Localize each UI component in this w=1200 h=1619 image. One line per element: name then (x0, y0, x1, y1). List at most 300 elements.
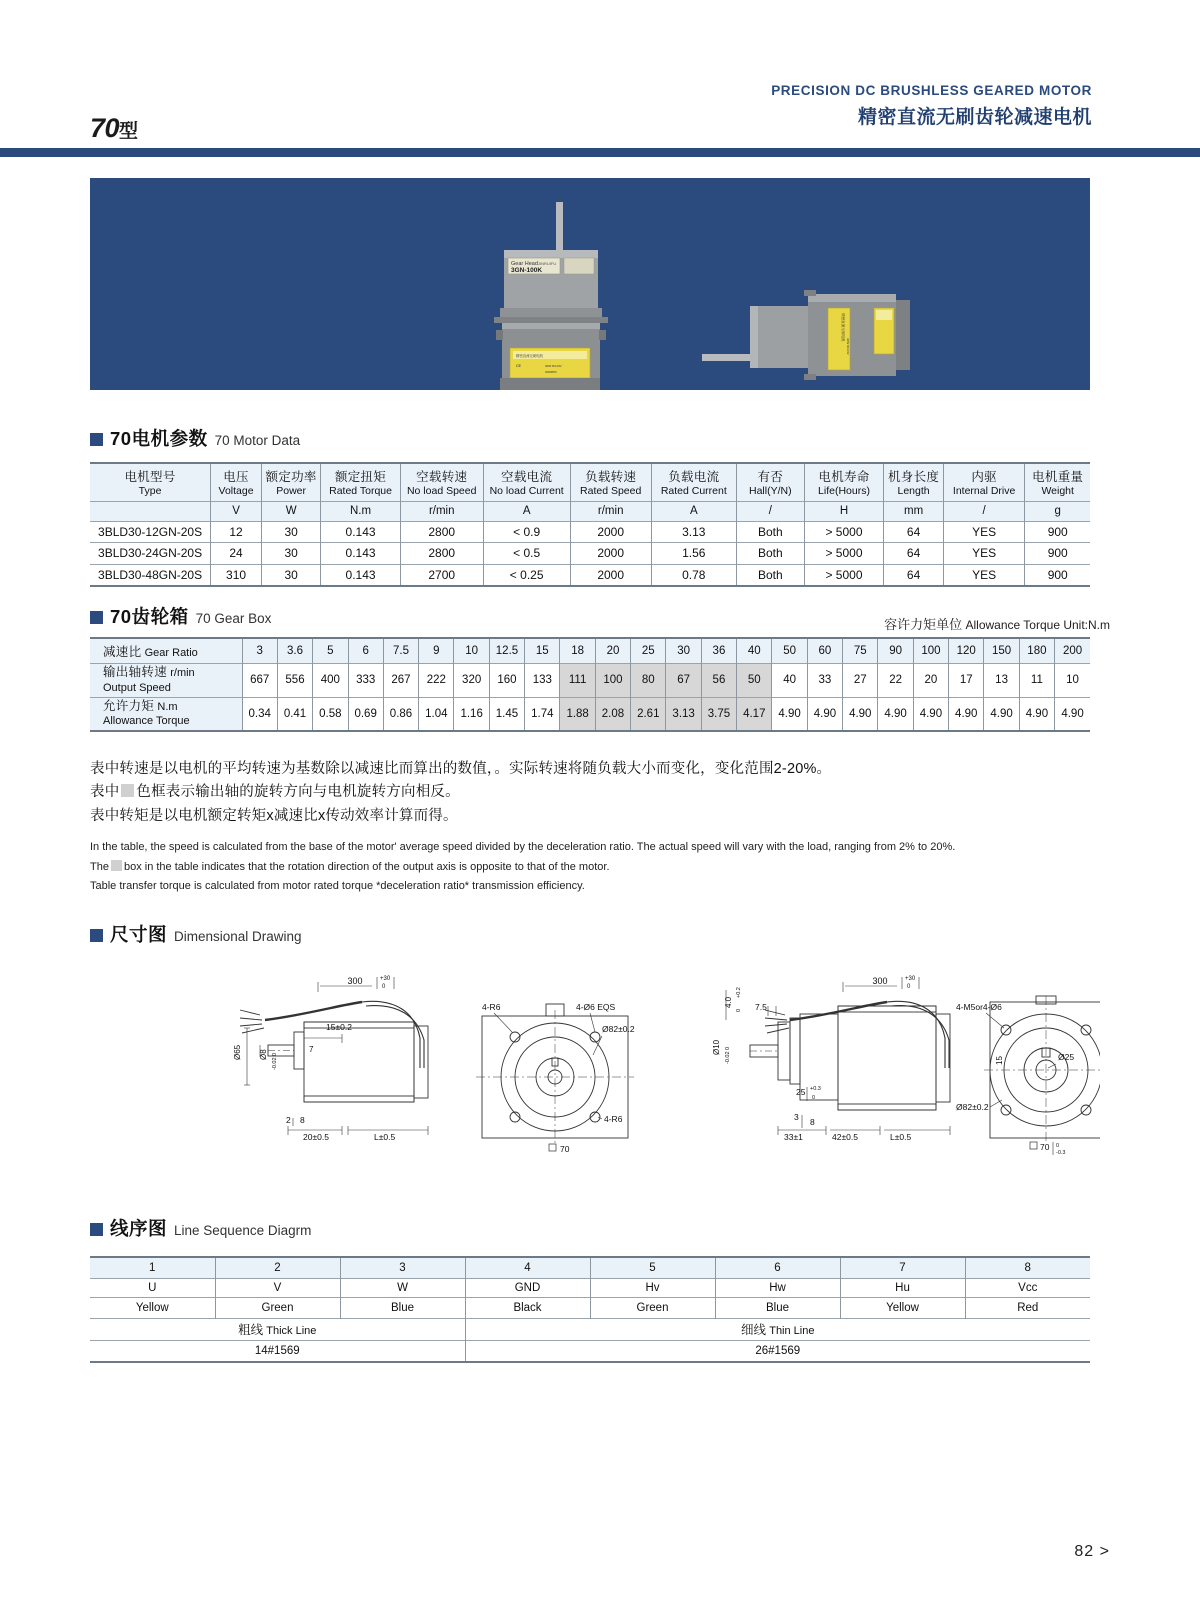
table-row (90, 521, 1090, 543)
motor-cell-r0-c7: 3.13 (651, 521, 736, 543)
gear-ratio-cell-21: 150 (984, 638, 1019, 663)
output-speed-cell-21: 13 (984, 663, 1019, 697)
line-signal-4: Hv (590, 1278, 715, 1297)
note-cn-2-suffix: 色框表示输出轴的旋转方向与电机旋转方向相反。 (136, 784, 460, 801)
motor-col-header-2 (261, 463, 320, 501)
allowance-torque-unit-note (884, 614, 1110, 633)
page-number: 82 > (1074, 1543, 1110, 1560)
motor-col-header-10 (884, 463, 944, 501)
motor-cell-r1-c7: 1.56 (651, 543, 736, 565)
output-speed-cell-13: 56 (701, 663, 736, 697)
motor-cell-r2-c7: 0.78 (651, 564, 736, 586)
allowance-torque-cell-18: 4.90 (878, 697, 913, 731)
thin-gauge: 26#1569 (465, 1340, 1090, 1362)
line-color-6: Yellow (840, 1297, 965, 1318)
allowance-torque-cell-13: 3.75 (701, 697, 736, 731)
section-title-cn: 70齿轮箱 (110, 606, 189, 627)
motor-col-header-12 (1025, 463, 1090, 501)
motor-cell-r0-c3: 0.143 (321, 521, 400, 543)
svg-text:4-M5or4-Ø6: 4-M5or4-Ø6 (956, 1002, 1002, 1012)
note-cn-2-prefix: 表中 (90, 784, 120, 801)
line-number-4: 5 (590, 1257, 715, 1278)
svg-text:Gear Head: Gear Head (511, 261, 538, 267)
allowance-torque-cell-6: 1.16 (454, 697, 489, 731)
col-header-en: Rated Current (660, 485, 727, 498)
svg-text:精密直流无刷电机: 精密直流无刷电机 (841, 313, 845, 342)
line-color-0: Yellow (90, 1297, 215, 1318)
motor-unit-4: r/min (400, 501, 483, 521)
table-row (90, 1257, 1090, 1278)
motor-col-header-3 (321, 463, 400, 501)
allowance-torque-cell-16: 4.90 (807, 697, 842, 731)
output-speed-cell-12: 67 (666, 663, 701, 697)
note-en-2-prefix: The (90, 860, 109, 873)
gray-swatch-icon (121, 784, 134, 797)
line-signal-7: Vcc (965, 1278, 1090, 1297)
svg-text:+30: +30 (380, 976, 391, 982)
section-marker-icon (90, 433, 103, 446)
col-header-cn: 机身长度 (887, 470, 940, 485)
motor-data-table (90, 462, 1090, 587)
motor-unit-11: / (943, 501, 1025, 521)
motor-cell-r1-c10: 64 (884, 543, 944, 565)
output-speed-label-en: Output Speed (103, 681, 171, 694)
output-speed-label-cn: 输出轴转速 (103, 664, 168, 679)
allowance-torque-cell-15: 4.90 (772, 697, 807, 731)
thick-line-cn: 粗线 (238, 1323, 264, 1337)
motor-cell-r2-c5: < 0.25 (483, 564, 570, 586)
gray-swatch-icon (111, 860, 122, 871)
motor-col-header-5 (483, 463, 570, 501)
output-speed-cell-0: 667 (242, 663, 277, 697)
thin-line-en: Thin Line (769, 1325, 815, 1337)
product-photo-band (90, 178, 1090, 390)
gear-ratio-label (90, 638, 242, 663)
table-row (90, 564, 1090, 586)
motor-cell-r1-c0: 3BLD30-24GN-20S (90, 543, 211, 565)
motor-cell-r1-c9: > 5000 (804, 543, 884, 565)
output-speed-unit: r/min (170, 666, 195, 679)
svg-text:L±0.5: L±0.5 (890, 1132, 912, 1142)
allowance-torque-cell-22: 4.90 (1019, 697, 1054, 731)
motor-cell-r2-c8: Both (736, 564, 804, 586)
line-number-7: 8 (965, 1257, 1090, 1278)
gear-ratio-cell-15: 50 (772, 638, 807, 663)
line-color-1: Green (215, 1297, 340, 1318)
col-header-en: Length (897, 485, 930, 498)
svg-text:15±0.2: 15±0.2 (326, 1022, 352, 1032)
gear-ratio-cell-4: 7.5 (383, 638, 418, 663)
gear-ratio-cell-13: 36 (701, 638, 736, 663)
svg-text:Ø25: Ø25 (1058, 1052, 1075, 1062)
header-chinese-title: 精密直流无刷齿轮减速电机 (857, 107, 1092, 129)
svg-text:L±0.5: L±0.5 (374, 1132, 396, 1142)
motor-cell-r1-c3: 0.143 (321, 543, 400, 565)
svg-text:0: 0 (272, 1052, 278, 1056)
allowance-torque-cell-2: 0.58 (313, 697, 348, 731)
torque-unit-cn: 容许力矩单位 (884, 617, 963, 632)
line-number-5: 6 (715, 1257, 840, 1278)
svg-text:+0.2: +0.2 (736, 987, 742, 998)
motor-col-header-4 (400, 463, 483, 501)
motor-unit-5: A (483, 501, 570, 521)
allowance-torque-cell-8: 1.74 (525, 697, 560, 731)
motor-col-header-9 (804, 463, 884, 501)
gear-ratio-cell-18: 90 (878, 638, 913, 663)
allowance-torque-cell-0: 0.34 (242, 697, 277, 731)
output-speed-cell-3: 333 (348, 663, 383, 697)
svg-text:2: 2 (286, 1115, 291, 1125)
section-heading-dimensional (90, 921, 302, 947)
dimensional-drawing (90, 960, 1100, 1195)
model-suffix: 型 (119, 121, 138, 142)
col-header-en: Rated Speed (580, 485, 642, 498)
table-row (90, 697, 1090, 731)
table-row (90, 543, 1090, 565)
col-header-cn: 电机寿命 (818, 470, 870, 485)
svg-text:-0.02: -0.02 (725, 1051, 731, 1064)
gear-ratio-cell-6: 10 (454, 638, 489, 663)
allowance-torque-cell-1: 0.41 (277, 697, 312, 731)
svg-text:0: 0 (1056, 1143, 1060, 1149)
note-cn-1: 表中转速是以电机的平均转速为基数除以减速比而算出的数值，。实际转速将随负载大小而变化，变化范围2-20%。 (90, 761, 832, 777)
gear-ratio-label-en: Gear Ratio (144, 646, 198, 659)
col-header-cn: 负载转速 (585, 470, 637, 485)
line-signal-3: GND (465, 1278, 590, 1297)
gear-ratio-cell-20: 120 (949, 638, 984, 663)
output-speed-cell-18: 22 (878, 663, 913, 697)
motor-col-header-0 (90, 463, 211, 501)
svg-text:4-R6: 4-R6 (482, 1002, 501, 1012)
gear-ratio-cell-16: 60 (807, 638, 842, 663)
svg-text:+0.3: +0.3 (810, 1086, 821, 1092)
svg-text:3: 3 (794, 1112, 799, 1122)
thin-line-label (465, 1318, 1090, 1340)
motor-cell-r1-c2: 30 (261, 543, 320, 565)
motor-unit-6: r/min (570, 501, 651, 521)
gear-ratio-cell-9: 18 (560, 638, 595, 663)
svg-text:25: 25 (796, 1087, 806, 1097)
line-number-0: 1 (90, 1257, 215, 1278)
motor-cell-r1-c6: 2000 (570, 543, 651, 565)
col-header-cn: 空载电流 (501, 470, 553, 485)
col-header-cn: 电压 (223, 470, 249, 485)
svg-text:15: 15 (995, 1056, 1004, 1065)
line-color-7: Red (965, 1297, 1090, 1318)
output-speed-cell-5: 222 (419, 663, 454, 697)
table-row (90, 1318, 1090, 1340)
svg-text:33±1: 33±1 (784, 1132, 803, 1142)
col-header-en: Life(Hours) (818, 485, 870, 498)
gear-ratio-cell-0: 3 (242, 638, 277, 663)
line-color-2: Blue (340, 1297, 465, 1318)
gear-box-table (90, 637, 1090, 732)
svg-text:300: 300 (347, 976, 363, 986)
motor-cell-r0-c12: 900 (1025, 521, 1090, 543)
note-cn-3: 表中转矩是以电机额定转矩x减速比x传动效率计算而得。 (90, 807, 458, 824)
motor-photo-illustration (90, 178, 1090, 390)
col-header-cn: 电机重量 (1032, 470, 1084, 485)
motor-cell-r0-c4: 2800 (400, 521, 483, 543)
line-number-2: 3 (340, 1257, 465, 1278)
output-speed-cell-17: 27 (843, 663, 878, 697)
note-en-3: Table transfer torque is calculated from motor rated torque *deceleration ratio* transmission efficiency. (90, 879, 585, 892)
svg-text:4.0: 4.0 (724, 996, 733, 1008)
motor-cell-r0-c10: 64 (884, 521, 944, 543)
svg-text:7.5: 7.5 (755, 1002, 767, 1012)
motor-cell-r0-c1: 12 (211, 521, 262, 543)
col-header-en: Weight (1041, 485, 1074, 498)
gear-ratio-cell-5: 9 (419, 638, 454, 663)
allowance-torque-cell-3: 0.69 (348, 697, 383, 731)
torque-unit-en: Allowance Torque Unit:N.m (965, 618, 1110, 632)
line-signal-1: V (215, 1278, 340, 1297)
svg-text:8: 8 (300, 1115, 305, 1125)
col-header-en: Voltage (218, 485, 254, 498)
gear-ratio-cell-1: 3.6 (277, 638, 312, 663)
thin-line-cn: 细线 (741, 1323, 767, 1337)
thick-line-en: Thick Line (266, 1325, 317, 1337)
allowance-torque-cell-5: 1.04 (419, 697, 454, 731)
svg-text:3GN-100K: 3GN-100K (511, 267, 543, 274)
notes-en-block (90, 838, 1100, 896)
allowance-torque-cell-17: 4.90 (843, 697, 878, 731)
output-speed-cell-6: 320 (454, 663, 489, 697)
gear-ratio-cell-12: 30 (666, 638, 701, 663)
svg-text:70: 70 (1040, 1142, 1050, 1152)
motor-cell-r0-c9: > 5000 (804, 521, 884, 543)
col-header-en: Power (276, 485, 307, 498)
section-title-en: 70 Gear Box (195, 611, 272, 626)
allowance-torque-cell-21: 4.90 (984, 697, 1019, 731)
table-row (90, 1340, 1090, 1362)
svg-text:CE: CE (516, 364, 521, 368)
col-header-cn: 空载转速 (416, 470, 468, 485)
svg-text:Ø10: Ø10 (712, 1039, 721, 1055)
col-header-en: Type (138, 485, 162, 498)
gear-ratio-label-cn: 减速比 (103, 644, 142, 659)
motor-unit-8: / (736, 501, 804, 521)
motor-col-header-7 (651, 463, 736, 501)
col-header-en: Rated Torque (329, 485, 392, 498)
allowance-torque-label (90, 697, 242, 731)
motor-cell-r2-c11: YES (943, 564, 1025, 586)
section-heading-line-sequence (90, 1215, 311, 1241)
motor-cell-r1-c1: 24 (211, 543, 262, 565)
col-header-cn: 有否 (757, 470, 784, 485)
section-marker-icon (90, 929, 103, 942)
motor-col-header-1 (211, 463, 262, 501)
allowance-torque-cell-14: 4.17 (737, 697, 772, 731)
svg-text:0: 0 (736, 1008, 742, 1012)
line-signal-5: Hw (715, 1278, 840, 1297)
motor-cell-r2-c10: 64 (884, 564, 944, 586)
section-heading-motor-data (90, 425, 300, 451)
note-en-2 (90, 858, 1100, 877)
motor-col-header-11 (943, 463, 1025, 501)
svg-text:7: 7 (309, 1045, 314, 1054)
output-speed-cell-4: 267 (383, 663, 418, 697)
allowance-torque-cell-10: 2.08 (595, 697, 630, 731)
svg-text:Ø65: Ø65 (233, 1044, 242, 1060)
svg-text:JINRUIFU: JINRUIFU (538, 261, 557, 266)
col-header-cn: 额定功率 (265, 470, 317, 485)
gear-ratio-cell-8: 15 (525, 638, 560, 663)
motor-cell-r0-c11: YES (943, 521, 1025, 543)
allowance-torque-cell-7: 1.45 (489, 697, 524, 731)
gear-ratio-cell-17: 75 (843, 638, 878, 663)
svg-text:Ø82±0.2: Ø82±0.2 (956, 1102, 989, 1112)
section-title-en: Line Sequence Diagrm (174, 1223, 312, 1238)
table-row (90, 1297, 1090, 1318)
svg-text:0: 0 (812, 1095, 816, 1101)
gear-ratio-cell-23: 200 (1055, 638, 1090, 663)
output-speed-cell-10: 100 (595, 663, 630, 697)
motor-unit-1: V (211, 501, 262, 521)
section-title-cn: 线序图 (110, 1218, 168, 1239)
allowance-torque-cell-20: 4.90 (949, 697, 984, 731)
motor-cell-r2-c2: 30 (261, 564, 320, 586)
motor-unit-7: A (651, 501, 736, 521)
motor-cell-r1-c11: YES (943, 543, 1025, 565)
motor-cell-r2-c1: 310 (211, 564, 262, 586)
line-signal-6: Hu (840, 1278, 965, 1297)
table-row (90, 638, 1090, 663)
svg-text:0: 0 (725, 1046, 731, 1050)
motor-col-header-6 (570, 463, 651, 501)
col-header-cn: 额定扭矩 (334, 470, 387, 485)
line-signal-2: W (340, 1278, 465, 1297)
motor-cell-r2-c0: 3BLD30-48GN-20S (90, 564, 211, 586)
motor-unit-9: H (804, 501, 884, 521)
output-speed-cell-20: 17 (949, 663, 984, 697)
col-header-cn: 负载电流 (668, 470, 720, 485)
line-number-3: 4 (465, 1257, 590, 1278)
svg-text:8: 8 (810, 1117, 815, 1127)
thick-line-label (90, 1318, 465, 1340)
motor-cell-r2-c9: > 5000 (804, 564, 884, 586)
allowance-torque-label-en: Allowance Torque (103, 715, 190, 728)
thick-gauge: 14#1569 (90, 1340, 465, 1362)
header-english-title: PRECISION DC BRUSHLESS GEARED MOTOR (771, 83, 1092, 98)
section-marker-icon (90, 611, 103, 624)
svg-text:Ø8: Ø8 (259, 1049, 268, 1060)
motor-cell-r1-c8: Both (736, 543, 804, 565)
page-title (90, 113, 138, 144)
svg-text:42±0.5: 42±0.5 (832, 1132, 858, 1142)
col-header-en: Internal Drive (952, 485, 1016, 498)
note-cn-2 (90, 781, 1100, 804)
motor-cell-r0-c8: Both (736, 521, 804, 543)
motor-cell-r1-c12: 900 (1025, 543, 1090, 565)
svg-text:4-R6: 4-R6 (604, 1114, 623, 1124)
output-speed-cell-9: 111 (560, 663, 595, 697)
svg-text:30W DC24V: 30W DC24V (846, 338, 850, 355)
gear-ratio-cell-3: 6 (348, 638, 383, 663)
motor-col-header-8 (736, 463, 804, 501)
motor-cell-r1-c4: 2800 (400, 543, 483, 565)
motor-unit-10: mm (884, 501, 944, 521)
col-header-cn: 电机型号 (124, 470, 176, 485)
motor-cell-r2-c12: 900 (1025, 564, 1090, 586)
svg-text:70: 70 (560, 1144, 570, 1154)
motor-unit-12: g (1025, 501, 1090, 521)
output-speed-cell-22: 11 (1019, 663, 1054, 697)
line-signal-0: U (90, 1278, 215, 1297)
col-header-cn: 内驱 (971, 470, 997, 485)
line-color-5: Blue (715, 1297, 840, 1318)
svg-text:0: 0 (382, 984, 386, 990)
section-marker-icon (90, 1223, 103, 1236)
line-number-6: 7 (840, 1257, 965, 1278)
line-sequence-table (90, 1256, 1090, 1363)
motor-cell-r0-c2: 30 (261, 521, 320, 543)
output-speed-cell-1: 556 (277, 663, 312, 697)
allowance-torque-label-cn: 允许力矩 (103, 698, 155, 713)
header-titles (771, 82, 1092, 129)
allowance-torque-cell-12: 3.13 (666, 697, 701, 731)
page-header (0, 0, 1200, 150)
gear-ratio-cell-19: 100 (913, 638, 948, 663)
svg-text:-0.3: -0.3 (1056, 1150, 1066, 1156)
line-number-1: 2 (215, 1257, 340, 1278)
motor-cell-r0-c6: 2000 (570, 521, 651, 543)
motor-cell-r1-c5: < 0.5 (483, 543, 570, 565)
allowance-torque-cell-23: 4.90 (1055, 697, 1090, 731)
gear-ratio-cell-10: 20 (595, 638, 630, 663)
svg-text:30W DC24V: 30W DC24V (545, 364, 562, 368)
motor-unit-3: N.m (321, 501, 400, 521)
section-title-cn: 尺寸图 (110, 924, 168, 945)
table-row (90, 1278, 1090, 1297)
svg-text:+30: +30 (905, 976, 916, 982)
model-number: 70 (90, 113, 120, 143)
output-speed-cell-14: 50 (737, 663, 772, 697)
motor-unit-2: W (261, 501, 320, 521)
svg-text:0: 0 (907, 984, 911, 990)
col-header-en: No load Speed (406, 485, 477, 498)
note-en-2-suffix: box in the table indicates that the rotation direction of the output axis is opposite to that of the motor. (123, 860, 610, 873)
gear-ratio-cell-22: 180 (1019, 638, 1054, 663)
output-speed-cell-8: 133 (525, 663, 560, 697)
output-speed-cell-7: 160 (489, 663, 524, 697)
output-speed-cell-23: 10 (1055, 663, 1090, 697)
allowance-torque-cell-4: 0.86 (383, 697, 418, 731)
svg-text:4-Ø6 EQS: 4-Ø6 EQS (576, 1002, 616, 1012)
svg-text:-0.02: -0.02 (272, 1057, 278, 1070)
output-speed-cell-16: 33 (807, 663, 842, 697)
allowance-torque-cell-9: 1.88 (560, 697, 595, 731)
allowance-torque-cell-11: 2.61 (631, 697, 666, 731)
gear-ratio-cell-14: 40 (737, 638, 772, 663)
section-title-en: Dimensional Drawing (174, 929, 302, 944)
svg-text:300: 300 (872, 976, 888, 986)
notes-block (90, 758, 1100, 896)
svg-text:3000RPM: 3000RPM (545, 371, 557, 374)
line-color-3: Black (465, 1297, 590, 1318)
allowance-torque-unit: N.m (157, 700, 178, 713)
motor-unit-0 (90, 501, 211, 521)
output-speed-cell-2: 400 (313, 663, 348, 697)
gear-ratio-cell-11: 25 (631, 638, 666, 663)
table-row (90, 663, 1090, 697)
section-title-en: 70 Motor Data (214, 433, 301, 448)
output-speed-label (90, 663, 242, 697)
section-title-cn: 70电机参数 (110, 428, 208, 449)
output-speed-cell-15: 40 (772, 663, 807, 697)
line-color-4: Green (590, 1297, 715, 1318)
motor-cell-r2-c6: 2000 (570, 564, 651, 586)
